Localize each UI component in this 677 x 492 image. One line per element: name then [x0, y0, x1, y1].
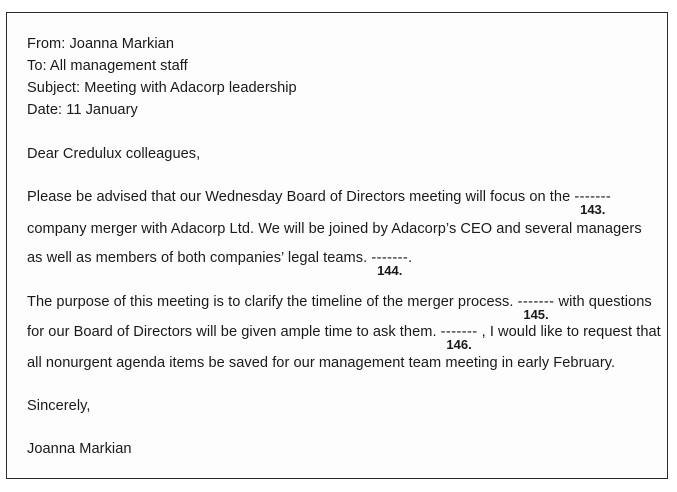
- closing: Sincerely,: [27, 398, 91, 414]
- blank-145-dashes: -------: [517, 294, 555, 310]
- paragraph1-line1: [27, 188, 612, 217]
- paragraph2-line1-after: with questions: [558, 294, 652, 310]
- blank-146-dashes: -------: [440, 324, 478, 340]
- blank-143-number: 143.: [580, 202, 606, 217]
- paragraph2-line2-after: , I would like to request that: [481, 324, 661, 340]
- signature: Joanna Markian: [27, 441, 132, 457]
- paragraph1-line3-text: as well as members of both companies’ legal teams.: [27, 250, 368, 266]
- to-line: To: All management staff: [27, 58, 188, 74]
- blank-144: [371, 249, 409, 278]
- blank-146-number: 146.: [446, 337, 472, 352]
- blank-145-number: 145.: [523, 307, 549, 322]
- paragraph2-line1-text: The purpose of this meeting is to clarify the timeline of the merger process.: [27, 294, 514, 310]
- paragraph2-line3: all nonurgent agenda items be saved for our management team meeting in early February.: [27, 355, 616, 371]
- blank-143: [574, 188, 612, 217]
- salutation: Dear Credulux colleagues,: [27, 146, 201, 162]
- letter-frame: [6, 12, 668, 479]
- from-line: From: Joanna Markian: [27, 36, 174, 52]
- date-line: Date: 11 January: [27, 102, 138, 118]
- paragraph1-line2: company merger with Adacorp Ltd. We will be joined by Adacorp’s CEO and several managers: [27, 221, 642, 237]
- paragraph2-line2-text: for our Board of Directors will be given ample time to ask them.: [27, 324, 437, 340]
- paragraph1-line1-text: Please be advised that our Wednesday Board of Directors meeting will focus on the: [27, 189, 571, 205]
- paragraph1-line3-end: .: [408, 250, 413, 266]
- paragraph1-line3: [27, 249, 413, 278]
- blank-145: [517, 293, 555, 322]
- paragraph2-line2: [27, 323, 661, 352]
- blank-143-dashes: -------: [574, 189, 612, 205]
- blank-144-dashes: -------: [371, 250, 409, 266]
- blank-146: [440, 323, 478, 352]
- blank-144-number: 144.: [377, 263, 403, 278]
- paragraph2-line1: [27, 293, 652, 322]
- subject-line: Subject: Meeting with Adacorp leadership: [27, 80, 297, 96]
